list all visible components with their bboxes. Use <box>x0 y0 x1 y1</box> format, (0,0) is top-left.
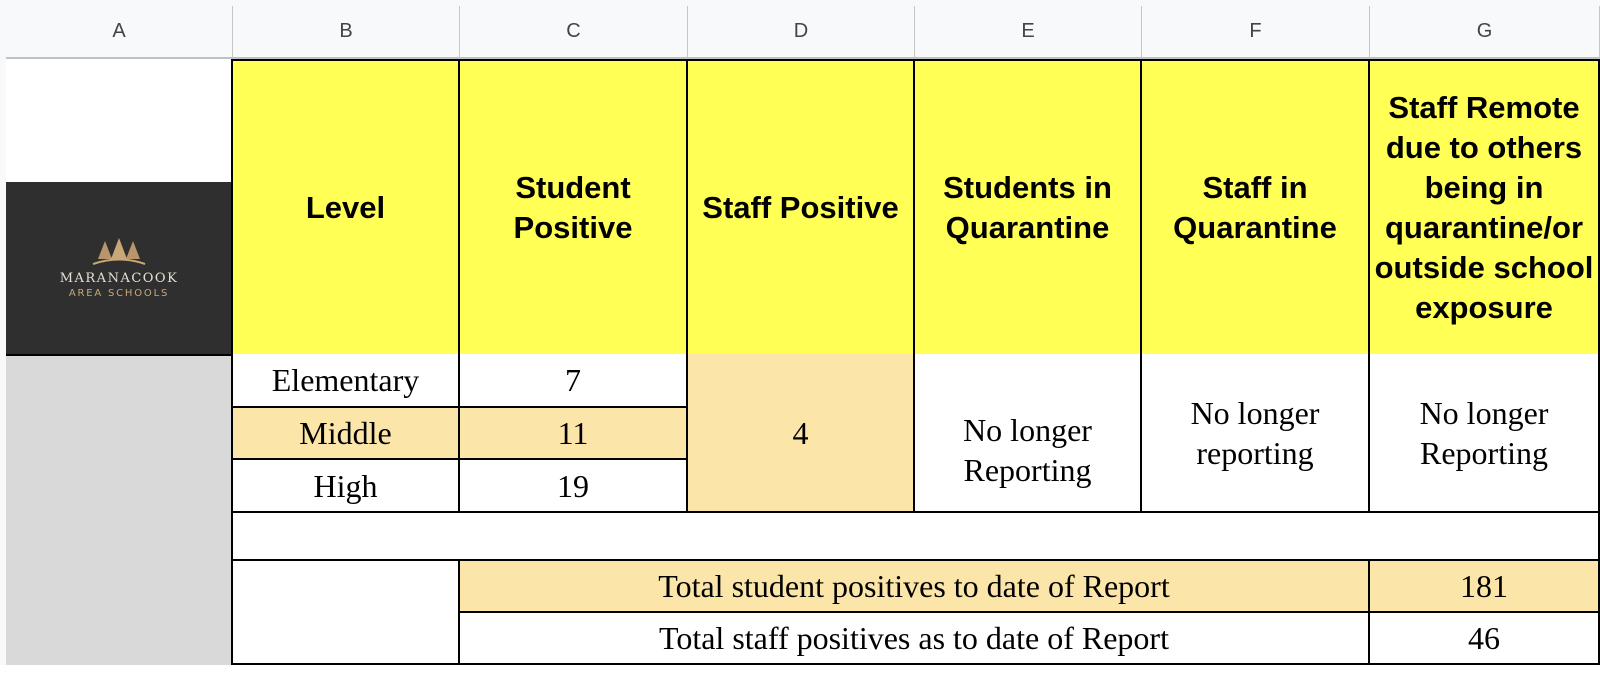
cell-totals-blank[interactable] <box>231 561 460 665</box>
students-in-quarantine-value: No longer Reporting <box>963 411 1092 488</box>
staff-positive-value: 4 <box>792 414 809 451</box>
cell-students-in-quarantine[interactable] <box>915 354 1142 513</box>
header-students-in-quarantine[interactable] <box>915 59 1142 356</box>
cell-student-positive-middle[interactable]: 11 <box>460 408 688 460</box>
cell-a-blank[interactable] <box>6 59 233 182</box>
header-staff-remote[interactable] <box>1370 59 1600 356</box>
cell-level-elementary[interactable]: Elementary <box>231 354 460 408</box>
cell-total-staff-label[interactable]: Total staff positives as to date of Report <box>460 613 1370 665</box>
header-staff-positive-text: Staff Positive <box>702 189 899 225</box>
header-staff-remote-text: Staff Remote due to others being in quarantine/or outside school exposure <box>1374 89 1594 325</box>
column-header-b[interactable]: B <box>233 6 460 59</box>
column-header-d[interactable]: D <box>688 6 915 59</box>
column-header-c[interactable]: C <box>460 6 688 59</box>
header-level[interactable] <box>231 59 460 356</box>
cell-total-student-label[interactable]: Total student positives to date of Report <box>460 561 1370 613</box>
staff-in-quarantine-value: No longer reporting <box>1190 394 1320 471</box>
cell-staff-in-quarantine[interactable] <box>1142 354 1370 513</box>
column-header-a[interactable]: A <box>6 6 233 59</box>
column-header-e[interactable]: E <box>915 6 1142 59</box>
header-student-positive-text: Student Positive <box>513 169 633 245</box>
cell-level-middle[interactable]: Middle <box>231 408 460 460</box>
header-student-positive[interactable] <box>460 59 688 356</box>
header-staff-in-quarantine-text: Staff in Quarantine <box>1173 169 1337 245</box>
header-students-in-quarantine-text: Students in Quarantine <box>943 169 1112 245</box>
cell-blank-row[interactable] <box>231 513 1600 561</box>
cell-total-student-value[interactable]: 181 <box>1370 561 1600 613</box>
cell-student-positive-elementary[interactable]: 7 <box>460 354 688 408</box>
column-header-f[interactable]: F <box>1142 6 1370 59</box>
header-staff-positive[interactable] <box>688 59 915 356</box>
cell-level-high[interactable]: High <box>231 460 460 513</box>
cell-total-staff-value[interactable]: 46 <box>1370 613 1600 665</box>
logo-name: MARANACOOK <box>59 271 179 286</box>
logo-subtitle: AREA SCHOOLS <box>68 288 170 299</box>
cell-a-grey[interactable] <box>6 354 233 665</box>
next-row[interactable] <box>0 665 1600 678</box>
column-header-g[interactable]: G <box>1370 6 1600 59</box>
cell-staff-remote[interactable] <box>1370 354 1600 513</box>
school-logo <box>6 182 232 354</box>
staff-remote-value: No longer Reporting <box>1419 394 1549 471</box>
header-level-text: Level <box>305 189 386 225</box>
trees-icon <box>89 237 149 267</box>
cell-student-positive-high[interactable]: 19 <box>460 460 688 513</box>
header-staff-in-quarantine[interactable] <box>1142 59 1370 356</box>
cell-staff-positive[interactable] <box>688 354 915 513</box>
